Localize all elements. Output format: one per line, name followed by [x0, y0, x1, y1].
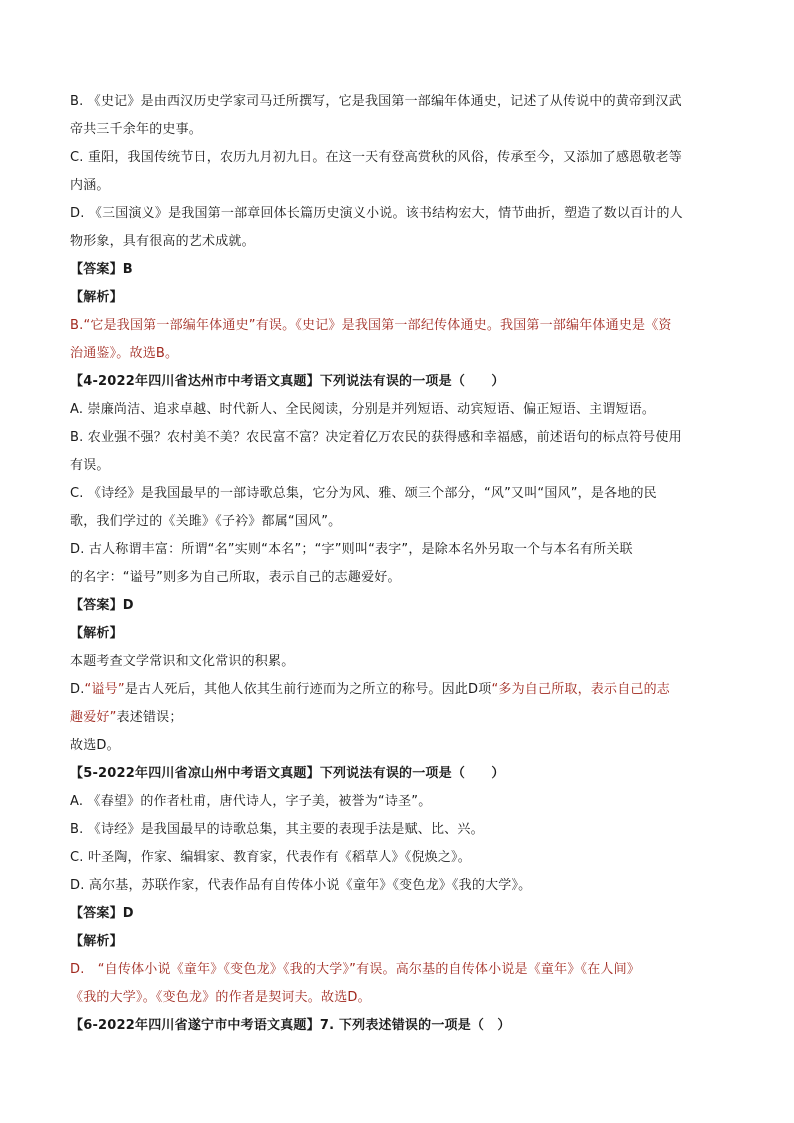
- text-line: 帝共三千余年的史事。: [70, 122, 203, 137]
- text-line: D. 古人称谓丰富：所谓“名”实则“本名”；“字”则叫“表字”，是除本名外另取一个与本名有所关联: [70, 542, 633, 557]
- text-line: D.“谥号”是古人死后，其他人依其生前行迹而为之所立的称号。因此D项“多为自己所取，表示自己的志: [70, 682, 670, 697]
- text-line: 【解析】: [70, 626, 123, 641]
- text-line: 物形象，具有很高的艺术成就。: [70, 234, 255, 249]
- text-line: B. 农业强不强？农村美不美？农民富不富？决定着亿万农民的获得感和幸福感，前述语句的标点符号使用: [70, 430, 682, 445]
- text-line: 《我的大学》。《变色龙》的作者是契诃夫。故选D。: [70, 990, 371, 1005]
- text-line: 歌，我们学过的《关雎》《子衿》都属“国风”。: [70, 514, 342, 529]
- text-line: 【解析】: [70, 290, 123, 305]
- text-line: C. 叶圣陶，作家、编辑家、教育家，代表作有《稻草人》《倪焕之》。: [70, 850, 471, 865]
- text-line: 【5-2022年四川省凉山州中考语文真题】下列说法有误的一项是（ ）: [70, 766, 505, 781]
- text-line: B. 《诗经》是我国最早的诗歌总集，其主要的表现手法是赋、比、兴。: [70, 822, 484, 837]
- text-line: 【4-2022年四川省达州市中考语文真题】下列说法有误的一项是（ ）: [70, 374, 505, 389]
- text-line: A. 崇廉尚洁、追求卓越、时代新人、全民阅读，分别是并列短语、动宾短语、偏正短语、主谓短语。: [70, 402, 656, 417]
- text-line: D. 高尔基，苏联作家，代表作品有自传体小说《童年》《变色龙》《我的大学》。: [70, 878, 532, 893]
- text-line: 【答案】B: [70, 262, 133, 277]
- text-line: B.“它是我国第一部编年体通史”有误。《史记》是我国第一部纪传体通史。我国第一部编年体通史是《资: [70, 318, 672, 333]
- text-line: 治通鉴》。故选B。: [70, 346, 179, 361]
- text-line: D. 《三国演义》是我国第一部章回体长篇历史演义小说。该书结构宏大，情节曲折，塑造了数以百计的人: [70, 206, 683, 221]
- text-line: 【答案】D: [70, 906, 134, 921]
- text-line: 有误。: [70, 458, 110, 473]
- text-line: 【答案】D: [70, 598, 134, 613]
- text-line: 【解析】: [70, 934, 123, 949]
- text-line: A. 《春望》的作者杜甫，唐代诗人，字子美，被誉为“诗圣”。: [70, 794, 432, 809]
- text-line: C. 重阳，我国传统节日，农历九月初九日。在这一天有登高赏秋的风俗，传承至今，又添加了感恩敬老等: [70, 150, 682, 165]
- text-line: 的名字：“谥号”则多为自己所取，表示自己的志趣爱好。: [70, 570, 401, 585]
- text-line: D. “自传体小说《童年》《变色龙》《我的大学》”有误。高尔基的自传体小说是《童年》《在人间》: [70, 962, 641, 977]
- text-line: B. 《史记》是由西汉历史学家司马迁所撰写，它是我国第一部编年体通史，记述了从传说中的黄帝到汉武: [70, 94, 682, 109]
- text-line: 趣爱好”表述错误；: [70, 710, 183, 725]
- text-line: 本题考查文学常识和文化常识的积累。: [70, 654, 295, 669]
- document-page: [70, 88, 730, 1040]
- text-line: 内涵。: [70, 178, 110, 193]
- text-line: 【6-2022年四川省遂宁市中考语文真题】7. 下列表述错误的一项是（ ）: [70, 1018, 511, 1033]
- text-line: 故选D。: [70, 738, 120, 753]
- text-line: C. 《诗经》是我国最早的一部诗歌总集，它分为风、雅、颂三个部分，“风”又叫“国风”，是各地的民: [70, 486, 657, 501]
